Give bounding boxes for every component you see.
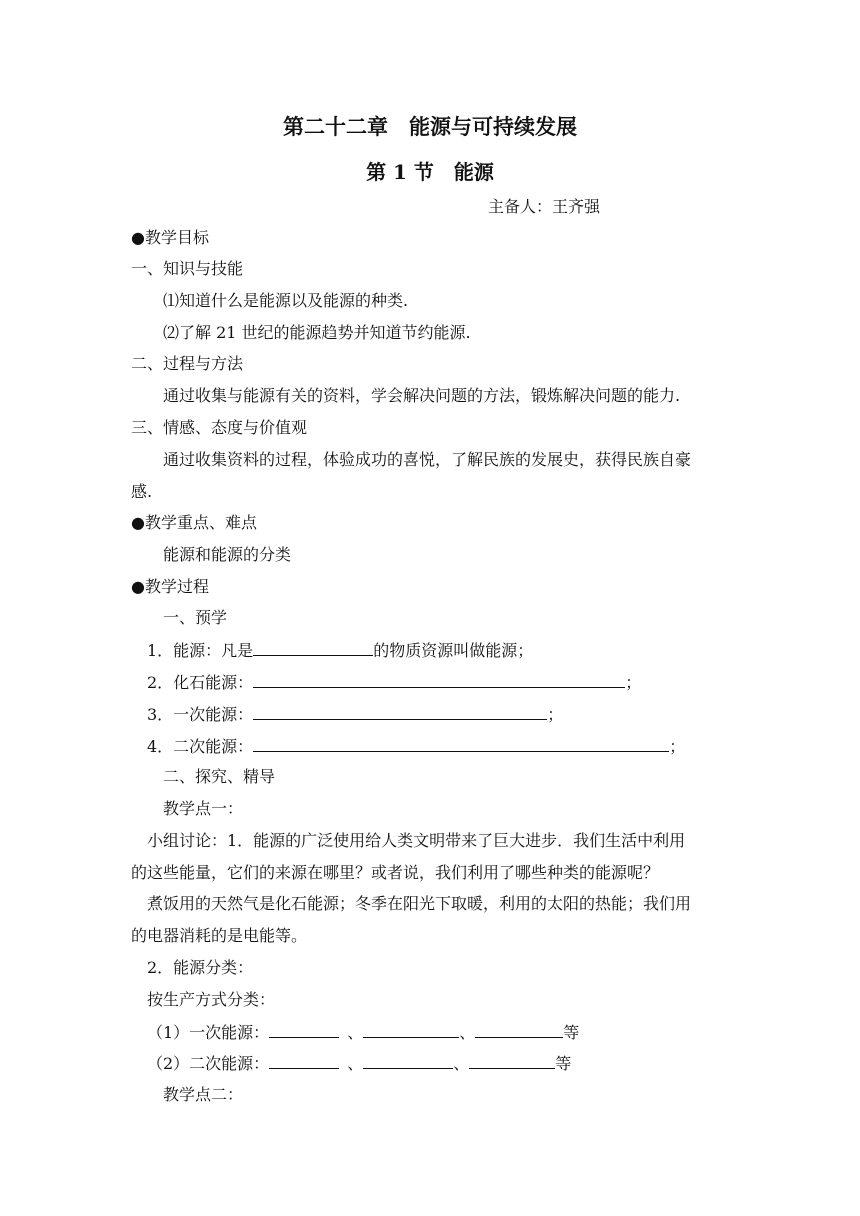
secondary-energy-etc: 等: [555, 1054, 572, 1073]
emotion-text-line-2: 感.: [131, 482, 153, 501]
classification-by-production: 按生产方式分类：: [147, 990, 276, 1009]
question-4-end: ；: [669, 737, 686, 756]
discussion-line-1: 小组讨论：1．能源的广泛使用给人类文明带来了巨大进步．我们生活中利用: [147, 831, 686, 850]
question-3-end: ；: [547, 705, 564, 724]
question-1: [147, 639, 533, 662]
question-3-prefix: 3．一次能源：: [147, 705, 254, 724]
key-points-heading: ●教学重点、难点: [131, 513, 257, 532]
knowledge-item-2: ⑵了解 21 世纪的能源趋势并知道节约能源.: [163, 323, 471, 342]
emotion-heading: 三、情感、态度与价值观: [131, 418, 308, 437]
primary-energy-line: [147, 1021, 579, 1044]
question-4-blank[interactable]: [253, 735, 669, 752]
secondary-energy-blank-1[interactable]: [269, 1052, 339, 1069]
process-method-text: 通过收集与能源有关的资料，学会解决问题的方法，锻炼解决问题的能力.: [163, 386, 681, 405]
question-2-prefix: 2．化石能源：: [147, 673, 254, 692]
question-2: [147, 671, 641, 694]
secondary-energy-blank-2[interactable]: [363, 1052, 453, 1069]
primary-energy-etc: 等: [563, 1023, 580, 1042]
primary-energy-blank-1[interactable]: [269, 1021, 339, 1038]
answer-line-2: 的电器消耗的是电能等。: [131, 926, 308, 945]
key-points-text: 能源和能源的分类: [163, 545, 292, 564]
primary-energy-blank-2[interactable]: [363, 1021, 459, 1038]
discussion-line-2: 的这些能量，它们的来源在哪里？或者说，我们利用了哪些种类的能源呢？: [131, 863, 660, 882]
section-title: 第 1 节 能源: [366, 160, 494, 184]
knowledge-heading: 一、知识与技能: [131, 259, 244, 278]
secondary-energy-line: [147, 1052, 571, 1075]
teaching-point-2-heading: 教学点二：: [163, 1085, 244, 1104]
answer-line-1: 煮饭用的天然气是化石能源；冬季在阳光下取暖，利用的太阳的热能；我们用: [147, 894, 692, 913]
question-3-blank[interactable]: [253, 703, 547, 720]
question-1-prefix: 1．能源：凡是: [147, 641, 254, 660]
chapter-title: 第二十二章 能源与可持续发展: [283, 114, 577, 139]
preview-heading: 一、预学: [163, 608, 228, 627]
secondary-energy-sep-2: 、: [453, 1054, 470, 1073]
primary-energy-blank-3[interactable]: [475, 1021, 563, 1038]
process-method-heading: 二、过程与方法: [131, 354, 244, 373]
question-3: [147, 703, 563, 726]
knowledge-item-1: ⑴知道什么是能源以及能源的种类.: [163, 291, 409, 310]
question-1-suffix: 的物质资源叫做能源；: [373, 641, 534, 660]
question-2-end: ；: [625, 673, 642, 692]
question-1-blank[interactable]: [253, 639, 373, 656]
question-2-blank[interactable]: [253, 671, 625, 688]
author-line: 主备人：王齐强: [488, 197, 601, 216]
question-4: [147, 735, 685, 758]
explore-heading: 二、探究、精导: [163, 767, 276, 786]
question-4-prefix: 4．二次能源：: [147, 737, 254, 756]
classification-heading: 2．能源分类：: [147, 958, 254, 977]
primary-energy-prefix: （1）一次能源：: [147, 1023, 270, 1042]
primary-energy-sep-2: 、: [459, 1023, 476, 1042]
secondary-energy-sep-1: 、: [347, 1054, 364, 1073]
primary-energy-sep-1: 、: [347, 1023, 364, 1042]
teaching-point-1-heading: 教学点一：: [163, 799, 244, 818]
secondary-energy-prefix: （2）二次能源：: [147, 1054, 270, 1073]
emotion-text-line-1: 通过收集资料的过程，体验成功的喜悦，了解民族的发展史，获得民族自豪: [163, 450, 692, 469]
objectives-heading: ●教学目标: [131, 228, 209, 247]
secondary-energy-blank-3[interactable]: [469, 1052, 555, 1069]
teaching-process-heading: ●教学过程: [131, 577, 209, 596]
